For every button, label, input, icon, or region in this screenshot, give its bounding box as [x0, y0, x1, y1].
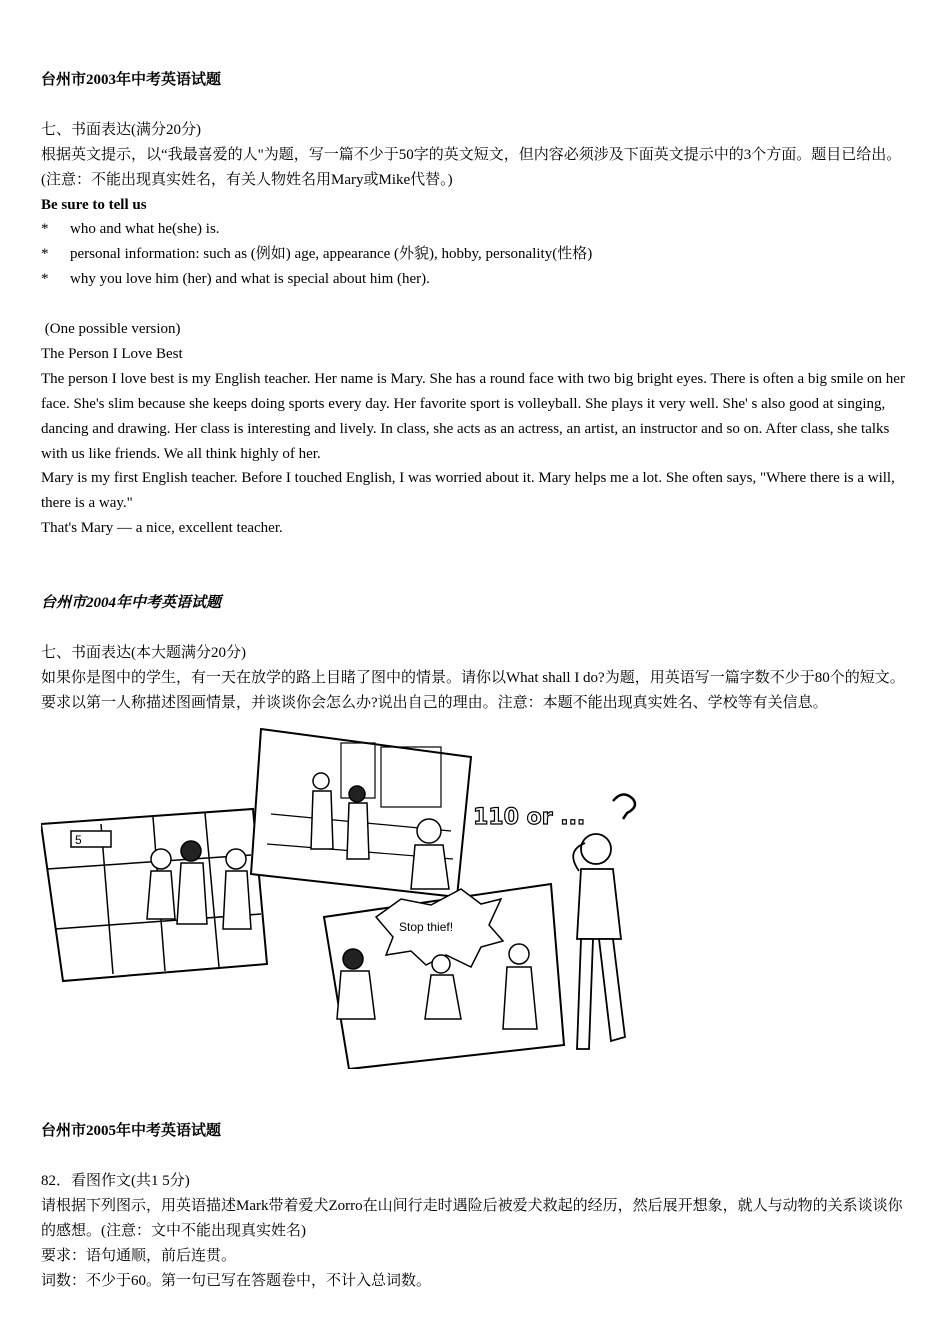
exam-title-2003: 台州市2003年中考英语试题 — [41, 72, 222, 88]
word-count: 词数：不少于60。第一句已写在答题卷中，不计入总词数。 — [41, 1272, 432, 1289]
bullet-item: * why you love him (her) and what is special about him (her). — [41, 271, 430, 288]
section-heading-2005: 82．看图作文(共1 5分) — [41, 1173, 190, 1190]
instructions-2004: 如果你是图中的学生，有一天在放学的路上目睹了图中的情景。请你以What shall I do?为题，用英语写一篇字数不少于80个的短文。要求以第一人称描述图画情景，并谈谈你会怎么办?说出自己的理由。注意：本题不能出现真实姓名、学校等有关信息。 — [41, 669, 905, 711]
essay-paragraph: The person I love best is my English teacher. Her name is Mary. She has a round face with two big bright eyes. There is often a big smile on her face. She's slim because she keeps doing sports every day. Her favorite sport is volleyball. She plays it very well. She' s also good at singing, dancing and drawing. Her class is interesting and lively. In class, she acts as an actress, an artist, an instructor and so on. After class, she talks with us like friends. We all think highly of her. — [41, 370, 905, 462]
instructions-2003: 根据英文提示，以“我最喜爱的人"为题，写一篇不少于50字的英文短文，但内容必须涉及下面英文提示中的3个方面。题目已给出。(注意：不能出现真实姓名，有关人物姓名用Mary或Mike代替。) — [41, 146, 902, 188]
essay-title: The Person I Love Best — [41, 345, 183, 362]
student-figure — [573, 834, 625, 1049]
comic-svg — [41, 719, 651, 1069]
bus-sign: 5 — [75, 833, 82, 848]
essay-paragraph: That's Mary — a nice, excellent teacher. — [41, 520, 283, 537]
instructions-2005: 请根据下列图示，用英语描述Mark带着爱犬Zorro在山间行走时遇险后被爱犬救起的经历，然后展开想象，就人与动物的关系谈谈你的感想。(注意：文中不能出现真实姓名) — [41, 1197, 903, 1239]
speech-text: Stop thief! — [399, 920, 454, 935]
section-heading-2003: 七、书面表达(满分20分) — [41, 121, 201, 138]
document-page — [41, 68, 911, 1294]
exam-title-2004: 台州市2004年中考英语试题 — [41, 594, 222, 611]
comic-illustration — [41, 719, 651, 1069]
be-sure-heading: Be sure to tell us — [41, 196, 147, 213]
bullet-item: * who and what he(she) is. — [41, 221, 220, 238]
exam-title-2005: 台州市2005年中考英语试题 — [41, 1123, 222, 1140]
thought-text: 110 or ... — [473, 805, 586, 831]
version-label: (One possible version) — [41, 321, 181, 338]
section-heading-2004: 七、书面表达(本大题满分20分) — [41, 644, 246, 661]
essay-paragraph: Mary is my first English teacher. Before I touched English, I was worried about it. Mary helps me a lot. She often says, "Where there is a will, there is a way." — [41, 470, 895, 512]
bullet-item: * personal information: such as (例如) age, appearance (外貌), hobby, personality(性格) — [41, 246, 593, 263]
requirements: 要求：语句通顺，前后连贯。 — [41, 1247, 237, 1264]
question-mark-icon — [613, 795, 635, 820]
